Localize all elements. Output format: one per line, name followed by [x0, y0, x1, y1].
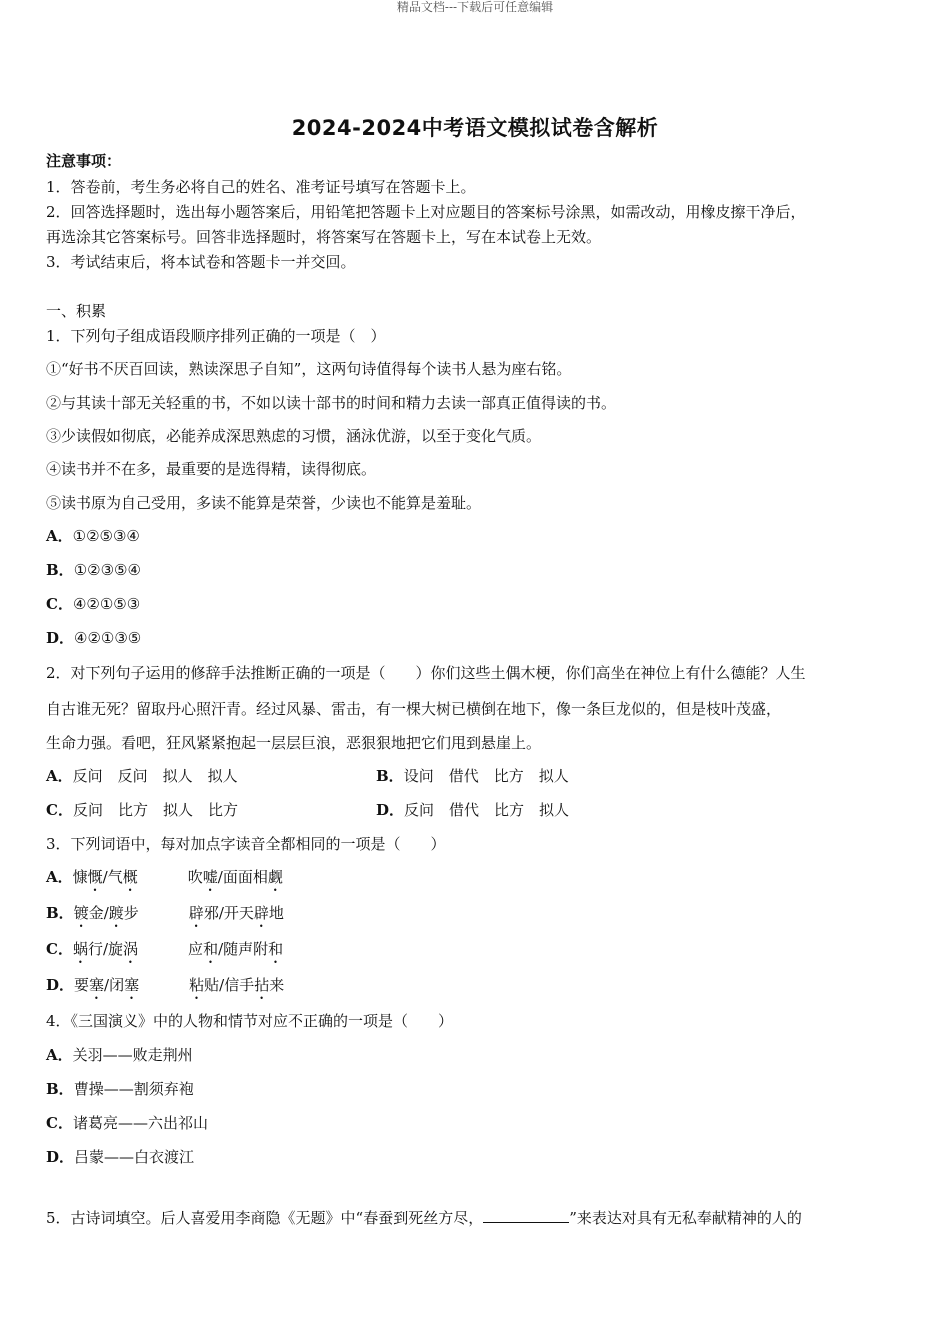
q2-option-a: A．反问 反问 拟人 拟人 — [46, 767, 238, 785]
q4-option-d: D．吕蒙——白衣渡江 — [46, 1148, 195, 1166]
notice-item: 再选涂其它答案标号。回答非选择题时，将答案写在答题卡上，写在本试卷上无效。 — [46, 228, 602, 246]
option-letter: C． — [46, 940, 73, 958]
notice-item: 2．回答选择题时，选出每小题答案后，用铅笔把答题卡上对应题目的答案标号涂黑，如需改动，用橡皮擦干净后， — [46, 203, 806, 221]
q3-option-d — [46, 976, 284, 1003]
page-header: 精品文档---下载后可任意编辑 — [396, 0, 554, 14]
q1-option-b: B．①②③⑤④ — [46, 561, 141, 579]
word-pair: 慷慨/气概 — [72, 868, 138, 886]
q2-stem: 2．对下列句子运用的修辞手法推断正确的一项是（ ）你们这些土偶木梗，你们高坐在神位上有什么德能？人生 — [46, 664, 806, 682]
q1-sentence: ③少读假如彻底，必能养成深思熟虑的习惯，涵泳优游，以至于变化气质。 — [46, 427, 542, 445]
word-pair: 粘贴/信手拈来 — [189, 976, 285, 994]
notice-item: 3．考试结束后，将本试卷和答题卡一并交回。 — [46, 253, 356, 271]
page-title: 2024-2024中考语文模拟试卷含解析 — [291, 116, 659, 140]
q1-option-a: A．①②⑤③④ — [46, 527, 140, 545]
q2-stem-cont: 自古谁无死？留取丹心照汗青。经过风暴、雷击，有一棵大树已横倒在地下，像一条巨龙似的，但是枝叶茂盛， — [46, 700, 782, 718]
section-heading: 一、积累 — [46, 302, 107, 320]
q1-sentence: ②与其读十部无关轻重的书，不如以读十部书的时间和精力去读一部真正值得读的书。 — [46, 394, 617, 412]
word-pair: 要塞/闭塞 — [74, 976, 140, 994]
word-pair: 镀金/踱步 — [73, 904, 139, 922]
q2-stem-cont: 生命力强。看吧，狂风紧紧抱起一层层巨浪，恶狠狠地把它们甩到悬崖上。 — [46, 734, 542, 752]
q2-options-row-2 — [46, 801, 906, 819]
option-letter: B． — [46, 904, 74, 922]
q1-option-d: D．④②①③⑤ — [46, 629, 142, 647]
q2-option-d: D．反问 借代 比方 拟人 — [376, 801, 570, 819]
q3-option-c — [46, 940, 283, 967]
notice-item: 1．答卷前，考生务必将自己的姓名、准考证号填写在答题卡上。 — [46, 178, 476, 196]
notice-heading: 注意事项： — [46, 152, 122, 170]
q2-option-b: B．设问 借代 比方 拟人 — [376, 767, 569, 785]
word-pair: 辟邪/开天辟地 — [188, 904, 284, 922]
q3-option-a — [46, 868, 283, 895]
q1-sentence: ④读书并不在多，最重要的是选得精，读得彻底。 — [46, 460, 377, 478]
q3-stem: 3．下列词语中，每对加点字读音全都相同的一项是（ ） — [46, 835, 446, 853]
q2-options-row-1 — [46, 767, 906, 785]
q5-stem: 5．古诗词填空。后人喜爱用李商隐《无题》中“春蚕到死丝方尽， ”来表达对具有无私奉献精神的人的 — [46, 1209, 802, 1227]
q1-sentence: ①“好书不厌百回读，熟读深思子自知”，这两句诗值得每个读书人悬为座右铭。 — [46, 360, 572, 378]
option-letter: A． — [46, 868, 73, 886]
q4-stem: 4．《三国演义》中的人物和情节对应不正确的一项是（ ） — [46, 1012, 454, 1030]
q4-option-c: C．诸葛亮——六出祁山 — [46, 1114, 208, 1132]
option-letter: D． — [46, 976, 75, 994]
q2-option-c: C．反问 比方 拟人 比方 — [46, 801, 238, 819]
q3-option-b — [46, 904, 284, 931]
answer-blank — [483, 1208, 569, 1223]
q1-stem: 1．下列句子组成语段顺序排列正确的一项是（ ） — [46, 327, 386, 345]
q1-sentence: ⑤读书原为自己受用，多读不能算是荣誉，少读也不能算是羞耻。 — [46, 494, 482, 512]
word-pair: 蜗行/旋涡 — [72, 940, 139, 958]
q4-option-b: B．曹操——割须弃袍 — [46, 1080, 194, 1098]
word-pair: 吹嘘/面面相觑 — [187, 868, 283, 886]
word-pair: 应和/随声附和 — [188, 940, 284, 958]
q1-option-c: C．④②①⑤③ — [46, 595, 141, 613]
q4-option-a: A．关羽——败走荆州 — [46, 1046, 193, 1064]
